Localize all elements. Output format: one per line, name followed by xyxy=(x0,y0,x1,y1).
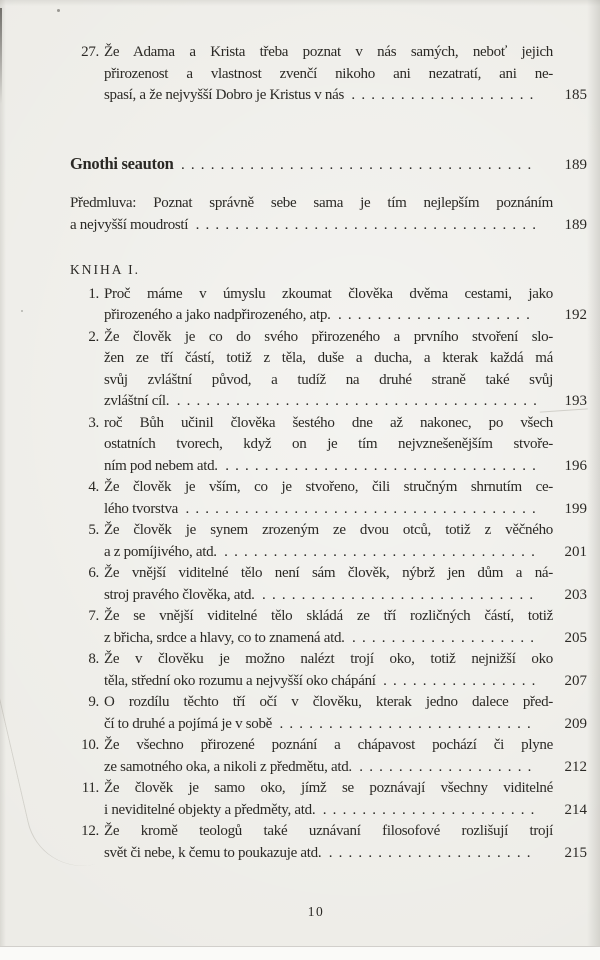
toc-entry-line: a nejvyšší moudrostí xyxy=(70,216,189,233)
toc-entry-lastline xyxy=(104,456,587,478)
toc-entry-body xyxy=(104,606,587,649)
toc-entry-lastline xyxy=(104,714,587,736)
dot-leader: . . . . . . . . . . . . . . . . . . . . . . . . . . . . . . . . . . . xyxy=(189,216,536,233)
toc-entry-line: spasí, a že nejvyšší Dobro je Kristus v nás xyxy=(104,87,344,103)
toc-entry-body xyxy=(104,413,587,478)
toc-entry xyxy=(70,413,587,478)
toc-entry-line: svět či nebe, k čemu to poukazuje atd. xyxy=(104,844,322,861)
toc-entry-body xyxy=(104,563,587,606)
toc-entry-lastline xyxy=(104,800,587,822)
toc-entry-lastline xyxy=(104,391,587,413)
toc-entry-line: Že člověk je synem zrozeným ze dvou otců, totiž z věčného xyxy=(104,522,553,538)
toc-entry-line: Že Adama a Krista třeba poznat v nás samých, neboť jejich xyxy=(104,44,553,60)
toc-page-number: 189 xyxy=(564,156,587,173)
toc-entry xyxy=(70,649,587,692)
toc-entry-lastline xyxy=(104,757,587,779)
toc-entry-lastline xyxy=(70,153,587,177)
dot-leader: . . . . . . . . . . . . . . . . . . . . . . . . . . xyxy=(273,715,531,732)
toc-entry xyxy=(70,520,587,563)
scan-artifact-left-dark-sliver xyxy=(0,8,2,104)
section-heading-entry xyxy=(70,153,587,177)
dot-leader: . . . . . . . . . . . . . . . . . . . . . . . . . . . . . . . . xyxy=(217,543,535,560)
scan-artifact-bottom-strip xyxy=(0,946,600,960)
toc-page-number: 189 xyxy=(564,216,587,233)
toc-entry-number: 7. xyxy=(88,608,99,624)
page-folio: 10 xyxy=(307,904,325,919)
toc-entry-lastline xyxy=(104,628,587,650)
toc-entry-number: 1. xyxy=(88,285,99,302)
toc-page-number: 212 xyxy=(564,758,587,775)
toc-entry-body xyxy=(70,193,587,236)
toc-entry xyxy=(70,563,587,606)
toc-entry-line: Že kromě teologů také uznávaní filosofové rozlišují trojí xyxy=(104,823,553,839)
toc-entry-number: 11. xyxy=(81,780,99,796)
dot-leader: . . . . . . . . . . . . . . . . . . . . . . xyxy=(316,801,535,818)
toc-entry-body xyxy=(104,284,587,327)
toc-page-number: 192 xyxy=(564,307,587,323)
dot-leader: . . . . . . . . . . . . . . . . . . . . . . . . . . . . xyxy=(255,586,533,603)
toc-entry-line: svůj zvláštní původ, a tudíž na druhé straně také svůj xyxy=(104,371,553,388)
toc-entry-body xyxy=(104,649,587,692)
toc-page-number: 209 xyxy=(564,715,587,732)
scan-artifact-speck xyxy=(21,310,23,312)
toc-page-number: 207 xyxy=(564,672,587,689)
toc-entry xyxy=(70,735,587,778)
toc-entry-line: Že člověk je samo oko, jímž se poznávají všechny viditelné xyxy=(104,780,553,796)
toc-entry-line: Že v člověku je možno nalézt trojí oko, totiž nejnižší oko xyxy=(104,651,553,667)
toc-entry-number: 27. xyxy=(81,44,99,60)
toc-entry-number: 3. xyxy=(88,414,99,431)
toc-entry-body xyxy=(104,42,587,107)
toc-entry-line: lého tvorstva xyxy=(104,500,179,517)
toc-entry-lastline xyxy=(70,215,587,237)
toc-entry-line: Že člověk je co do svého přirozeného a prvního stvoření slo- xyxy=(104,328,553,345)
dot-leader: . . . . . . . . . . . . . . . . . . . . . xyxy=(322,844,531,861)
toc-page-number: 196 xyxy=(564,457,587,474)
toc-entry-lastline xyxy=(104,843,587,865)
toc-entry-number: 5. xyxy=(88,522,99,538)
toc-entry-body xyxy=(104,821,587,864)
dot-leader: . . . . . . . . . . . . . . . . . . . . xyxy=(331,307,530,323)
toc-entry-line: čí to druhé a pojímá je v sobě xyxy=(104,715,273,732)
toc-entry-body xyxy=(104,520,587,563)
dot-leader: . . . . . . . . . . . . . . . . . . . . . . . . . . . . . . . . . . . . . xyxy=(170,393,537,409)
toc-list xyxy=(70,284,587,865)
scan-artifact-right-shadow xyxy=(587,0,600,960)
book-heading: KNIHA I. xyxy=(70,262,140,277)
dot-leader: . . . . . . . . . . . . . . . . . . . . . . . . . . . . . . . . . . . . xyxy=(179,500,536,517)
toc-entry-line: a z pomíjivého, atd. xyxy=(104,543,217,560)
toc-entry-body xyxy=(104,327,587,413)
toc-entry xyxy=(70,821,587,864)
toc-entry-line: i neviditelné objekty a předměty, atd. xyxy=(104,801,316,818)
scan-artifact-left-edge xyxy=(0,0,6,960)
toc-entry-line: stroj pravého člověka, atd. xyxy=(104,586,255,603)
toc-page-number: 193 xyxy=(564,393,587,409)
toc-page-number: 201 xyxy=(564,543,587,560)
toc-entry-line: Že všechno přirozené poznání a chápavost pochází či plyne xyxy=(104,737,553,753)
toc-entry-line: roč Bůh učinil člověka šestého dne až nakonec, po všech xyxy=(104,414,553,431)
toc-entry-line: Že člověk je vším, co je stvořeno, čili stručným shrnutím ce- xyxy=(104,479,553,495)
toc-entry-number: 9. xyxy=(88,694,99,710)
toc-entry-line: Proč máme v úmyslu zkoumat člověka dvěma cestami, jako xyxy=(104,285,553,302)
toc-entry-number: 8. xyxy=(88,651,99,667)
scan-artifact-speck xyxy=(57,9,60,12)
toc-entry-number: 4. xyxy=(88,479,99,495)
toc-entry-line: Gnothi seauton xyxy=(70,153,174,173)
toc-entry-body xyxy=(104,477,587,520)
toc-entry-line: ze samotného oka, a nikoli z předmětu, atd. xyxy=(104,758,352,775)
toc-entry-body xyxy=(70,153,587,177)
toc-entry-line: ostatních tvorech, když on je tím nejvznešenějším stvoře- xyxy=(104,436,553,452)
toc-entry-line: ním pod nebem atd. xyxy=(104,457,218,474)
dot-leader: . . . . . . . . . . . . . . . . . . . xyxy=(344,87,534,103)
toc-entry-number: 10. xyxy=(81,737,99,753)
toc-entry xyxy=(70,327,587,413)
toc-entry-line: Že se vnější viditelné tělo skládá ze tří rozličných částí, totiž xyxy=(104,608,553,624)
toc-entry-line: zvláštní cíl. xyxy=(104,393,170,409)
toc-entry-line: z břicha, srdce a hlavy, co to znamená atd. xyxy=(104,629,345,646)
toc-page-number: 185 xyxy=(564,87,587,103)
toc-entry-lastline xyxy=(104,85,587,107)
toc-entry-body xyxy=(104,692,587,735)
toc-entry-number: 6. xyxy=(88,565,99,581)
toc-entry-lastline xyxy=(104,671,587,693)
toc-entry-lastline xyxy=(104,499,587,521)
toc-entry xyxy=(70,606,587,649)
toc-entry-lastline xyxy=(104,542,587,564)
toc-entry-body xyxy=(104,735,587,778)
toc-entry-line: přirozenost a vlastnost zvenčí nikoho ani nezatratí, ani ne- xyxy=(104,65,553,82)
toc-page-number: 215 xyxy=(564,844,587,861)
toc-entry-line: přirozeného a jako nadpřirozeného, atp. xyxy=(104,307,331,323)
toc-content xyxy=(70,0,587,864)
toc-entry-number: 12. xyxy=(81,823,99,839)
toc-entry-line: žen ze tří částí, totiž z těla, duše a ducha, a kterak každá má xyxy=(104,350,553,366)
toc-entry xyxy=(70,692,587,735)
toc-entry-body xyxy=(104,778,587,821)
preface-entry xyxy=(70,193,587,236)
dot-leader: . . . . . . . . . . . . . . . . xyxy=(376,672,536,689)
toc-entry-line: Předmluva: Poznat správně sebe sama je tím nejlepším poznáním xyxy=(70,195,553,211)
toc-page-number: 199 xyxy=(564,500,587,517)
toc-page-number: 203 xyxy=(564,586,587,603)
toc-page-number: 214 xyxy=(564,801,587,818)
toc-entry-line: těla, střední oko rozumu a nejvyšší oko chápání xyxy=(104,672,376,689)
dot-leader: . . . . . . . . . . . . . . . . . . . . . . . . . . . . . . . . . . . . xyxy=(174,156,531,173)
toc-entry-number: 2. xyxy=(88,328,99,345)
toc-page-number: 205 xyxy=(564,629,587,646)
dot-leader: . . . . . . . . . . . . . . . . . . . . . . . . . . . . . . . . xyxy=(218,457,536,474)
dot-leader: . . . . . . . . . . . . . . . . . . . xyxy=(345,629,534,646)
dot-leader: . . . . . . . . . . . . . . . . . . xyxy=(352,758,532,775)
toc-entry-line: Že vnější viditelné tělo není sám člověk, nýbrž jen dům a ná- xyxy=(104,565,553,581)
toc-entry-carryover xyxy=(70,42,587,107)
toc-entry xyxy=(70,778,587,821)
toc-entry-line: O rozdílu těchto tří očí v člověku, kterak jedno dalece před- xyxy=(104,694,553,710)
toc-entry xyxy=(70,477,587,520)
toc-entry-lastline xyxy=(104,305,587,327)
toc-entry-lastline xyxy=(104,585,587,607)
toc-entry xyxy=(70,284,587,327)
